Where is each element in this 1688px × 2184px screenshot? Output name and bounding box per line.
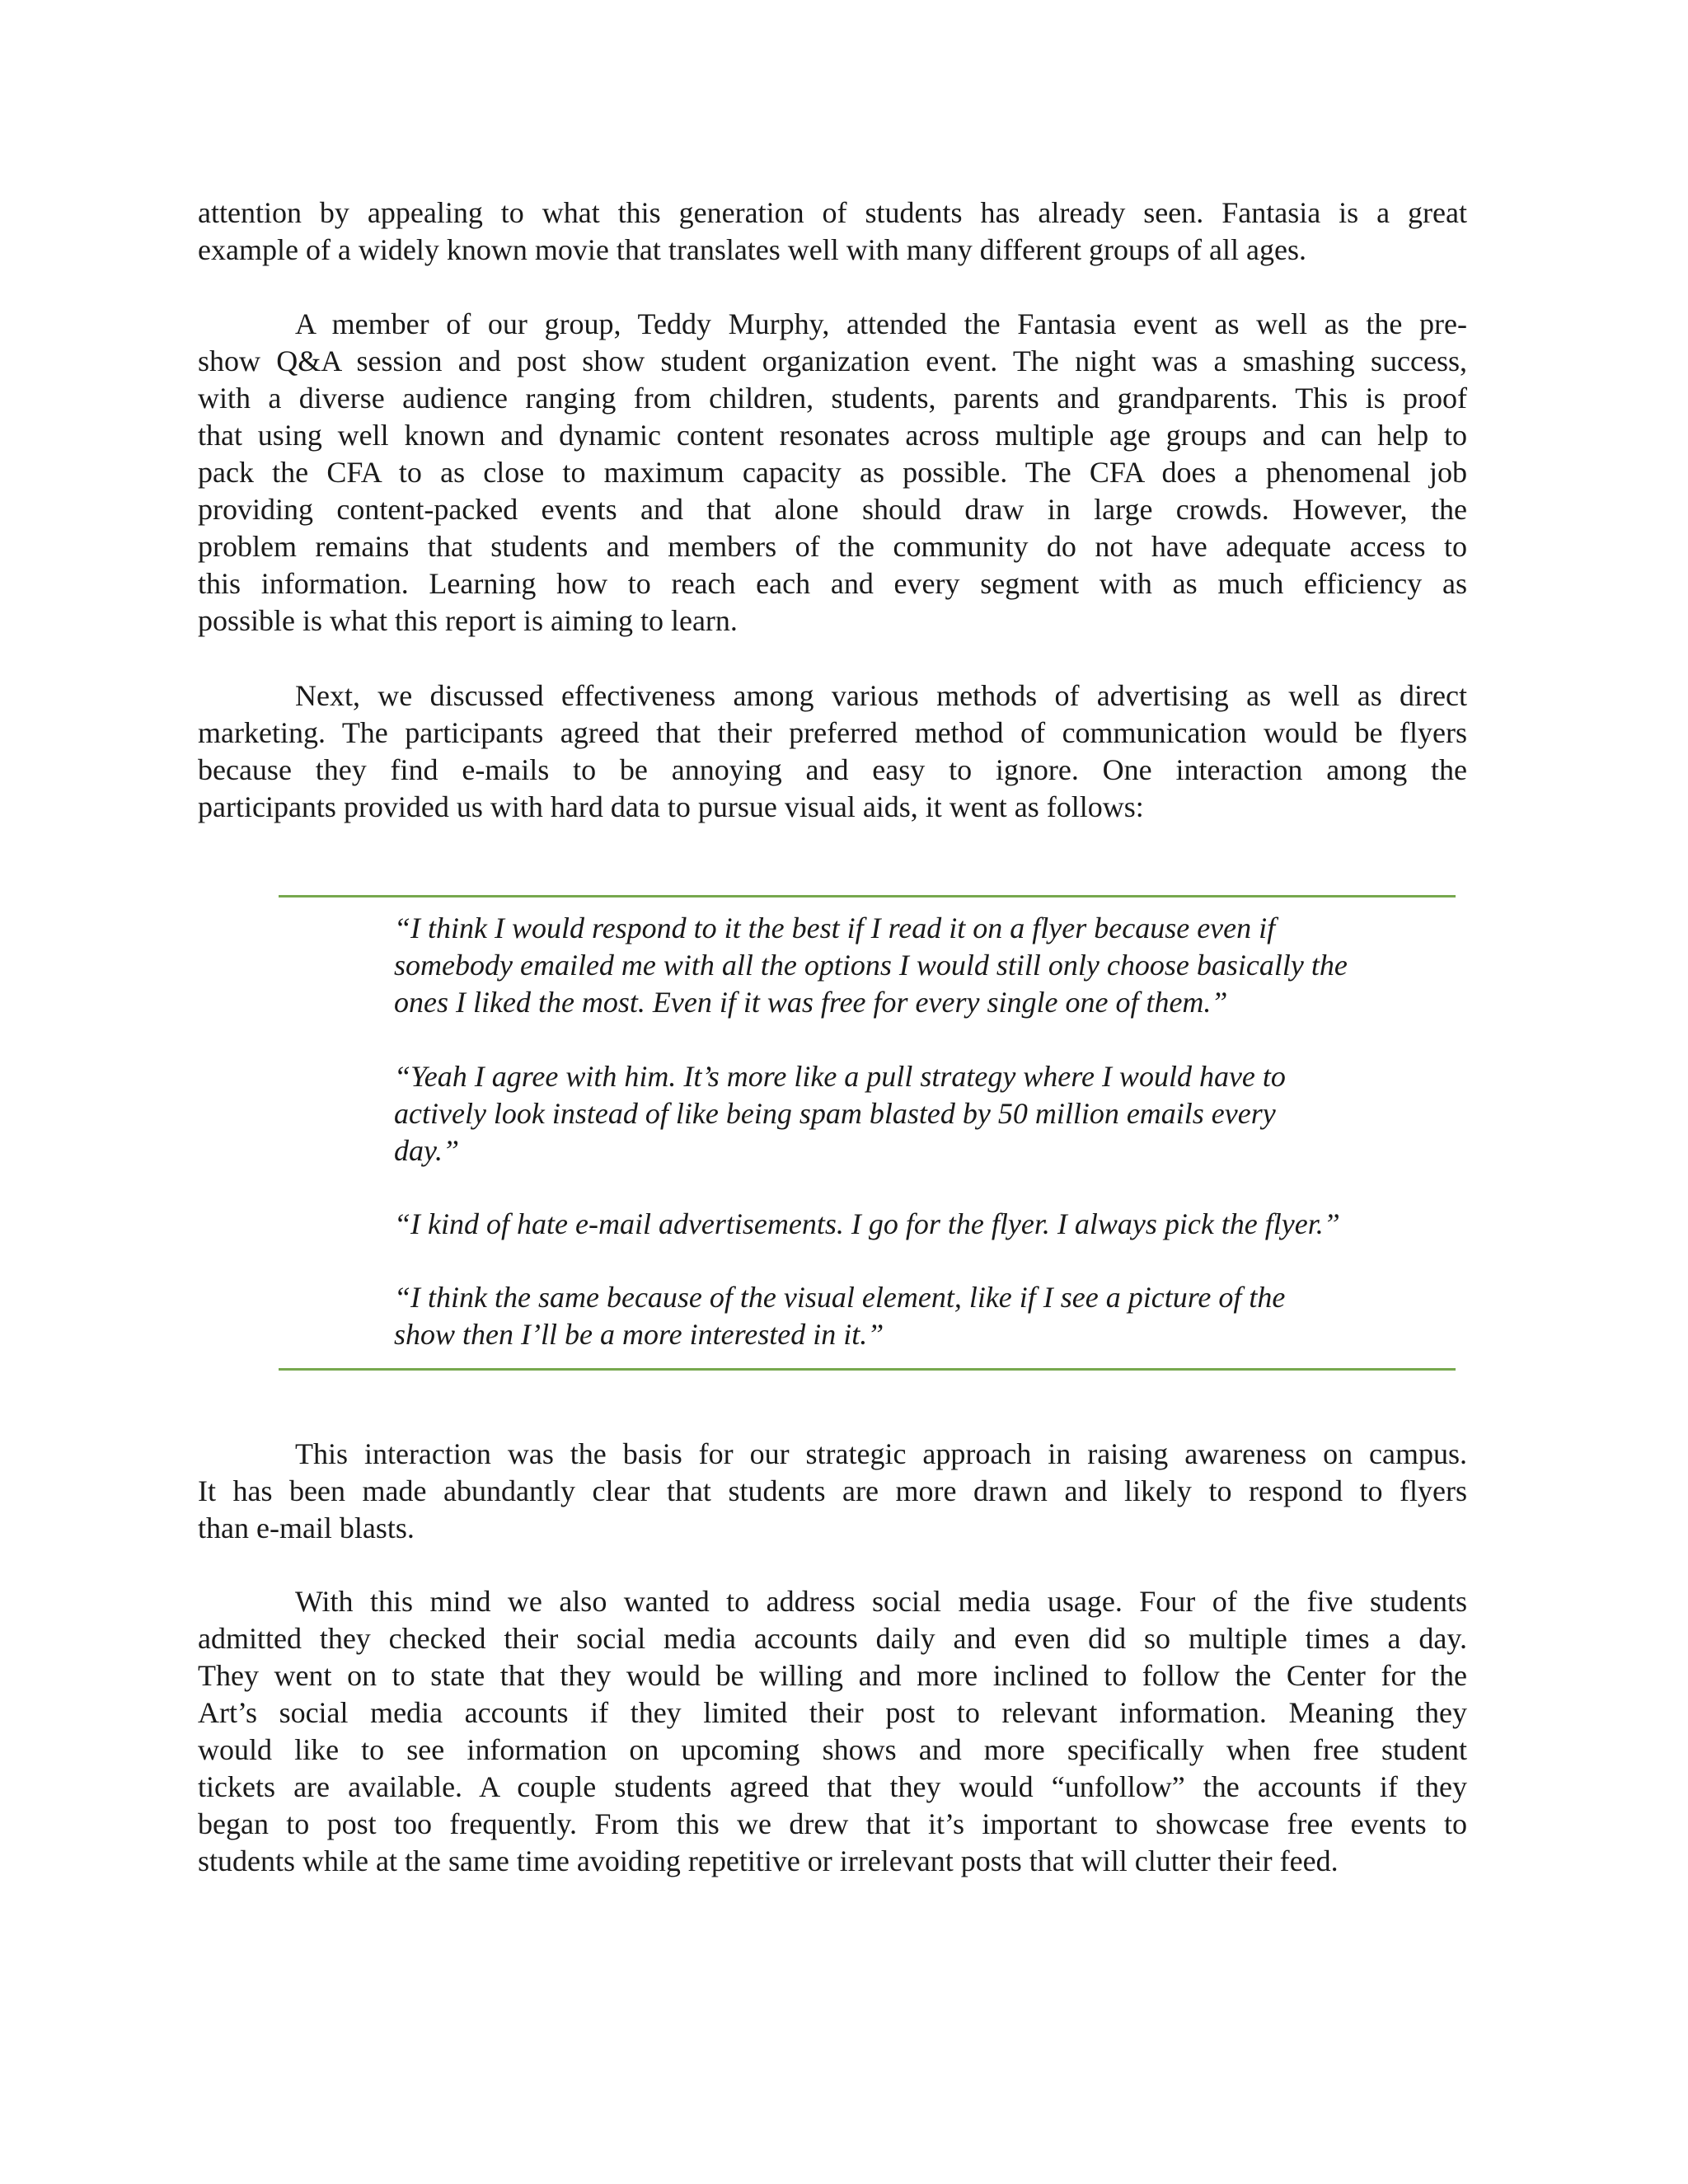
quote-line: day.” bbox=[394, 1134, 460, 1167]
paragraph-line: pack the CFA to as close to maximum capacity as possible. The CFA does a phenomenal job bbox=[198, 456, 1467, 489]
quote-1 bbox=[394, 910, 1465, 1021]
paragraph-line: providing content-packed events and that alone should draw in large crowds. However, the bbox=[198, 493, 1467, 526]
paragraph-line: This interaction was the basis for our strategic approach in raising awareness on campus. bbox=[295, 1437, 1467, 1470]
paragraph-line: participants provided us with hard data to pursue visual aids, it went as follows: bbox=[198, 790, 1144, 823]
paragraph-line: tickets are available. A couple students agreed that they would “unfollow” the accounts if they bbox=[198, 1770, 1467, 1803]
paragraph-line: possible is what this report is aiming to learn. bbox=[198, 604, 738, 637]
quote-4 bbox=[394, 1279, 1465, 1353]
paragraph-2 bbox=[198, 306, 1467, 640]
quote-line: “I kind of hate e-mail advertisements. I go for the flyer. I always pick the flyer.” bbox=[394, 1207, 1340, 1240]
paragraph-line: with a diverse audience ranging from children, students, parents and grandparents. This is proof bbox=[198, 382, 1467, 415]
paragraph-line: example of a widely known movie that translates well with many different groups of all ages. bbox=[198, 233, 1306, 266]
paragraph-line: would like to see information on upcoming shows and more specifically when free student bbox=[198, 1733, 1467, 1766]
paragraph-3 bbox=[198, 677, 1467, 826]
quote-top-rule bbox=[279, 895, 1456, 898]
paragraph-line: that using well known and dynamic content resonates across multiple age groups and can help to bbox=[198, 419, 1467, 452]
quote-line: show then I’ll be a more interested in it.” bbox=[394, 1318, 884, 1351]
paragraph-line: They went on to state that they would be willing and more inclined to follow the Center for the bbox=[198, 1659, 1467, 1692]
quote-line: “I think the same because of the visual element, like if I see a picture of the bbox=[394, 1281, 1286, 1314]
quote-line: “Yeah I agree with him. It’s more like a pull strategy where I would have to bbox=[394, 1060, 1286, 1093]
paragraph-line: show Q&A session and post show student organization event. The night was a smashing success, bbox=[198, 344, 1467, 377]
paragraph-4 bbox=[198, 1436, 1467, 1547]
paragraph-line: students while at the same time avoiding repetitive or irrelevant posts that will clutter their feed. bbox=[198, 1844, 1339, 1877]
paragraph-line: marketing. The participants agreed that their preferred method of communication would be flyers bbox=[198, 716, 1467, 749]
paragraph-1 bbox=[198, 194, 1467, 269]
paragraph-line: admitted they checked their social media accounts daily and even did so multiple times a day. bbox=[198, 1622, 1467, 1655]
paragraph-line: Art’s social media accounts if they limited their post to relevant information. Meaning they bbox=[198, 1696, 1467, 1729]
quote-line: actively look instead of like being spam blasted by 50 million emails every bbox=[394, 1097, 1276, 1130]
paragraph-5 bbox=[198, 1583, 1467, 1880]
paragraph-line: than e-mail blasts. bbox=[198, 1511, 415, 1544]
paragraph-line: With this mind we also wanted to address social media usage. Four of the five students bbox=[295, 1585, 1467, 1618]
paragraph-line: Next, we discussed effectiveness among various methods of advertising as well as direct bbox=[295, 679, 1467, 712]
paragraph-line: A member of our group, Teddy Murphy, attended the Fantasia event as well as the pre- bbox=[295, 307, 1467, 340]
paragraph-line: because they find e-mails to be annoying and easy to ignore. One interaction among the bbox=[198, 753, 1467, 786]
paragraph-line: began to post too frequently. From this we drew that it’s important to showcase free events to bbox=[198, 1807, 1467, 1840]
quote-line: ones I liked the most. Even if it was free for every single one of them.” bbox=[394, 986, 1228, 1019]
paragraph-line: It has been made abundantly clear that students are more drawn and likely to respond to flyers bbox=[198, 1474, 1467, 1507]
quote-line: somebody emailed me with all the options I would still only choose basically the bbox=[394, 949, 1348, 982]
paragraph-line: attention by appealing to what this generation of students has already seen. Fantasia is a great bbox=[198, 196, 1467, 229]
quote-bottom-rule bbox=[279, 1368, 1456, 1371]
paragraph-line: problem remains that students and members of the community do not have adequate access to bbox=[198, 530, 1467, 563]
quote-2 bbox=[394, 1058, 1465, 1169]
quote-3 bbox=[394, 1206, 1465, 1243]
quote-line: “I think I would respond to it the best if I read it on a flyer because even if bbox=[394, 912, 1276, 944]
paragraph-line: this information. Learning how to reach each and every segment with as much efficiency as bbox=[198, 567, 1467, 600]
